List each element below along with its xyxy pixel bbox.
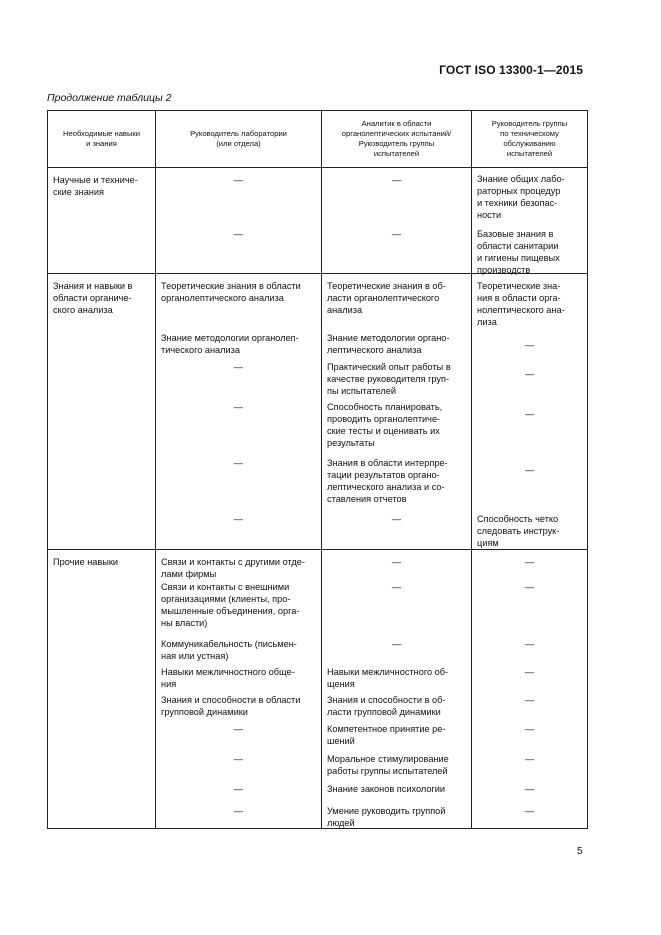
cell-lab-head: Знание методологии органолеп- тического анализа (161, 333, 299, 356)
table-caption: Продолжение таблицы 2 (47, 92, 172, 104)
cell-lab-head: — (233, 402, 244, 412)
cell-maintenance-head: — (524, 557, 535, 567)
cell-lab-head: — (233, 362, 244, 372)
cell-analyst: — (391, 175, 402, 185)
cell-lab-head: — (233, 458, 244, 468)
cell-maintenance-head: — (524, 465, 535, 475)
category-label: Прочие навыки (53, 557, 119, 567)
cell-lab-head: Связи и контакты с внешними организациями (клиенты, про- мышленные объединения, орга- ны власти) (161, 582, 300, 629)
cell-lab-head: — (233, 724, 244, 734)
cell-maintenance-head: — (524, 582, 535, 592)
cell-lab-head: Теоретические знания в области органолептического анализа (161, 281, 301, 304)
table-row-group (48, 274, 588, 550)
cell-maintenance-head: Способность четко следовать инструк- циям (477, 514, 560, 549)
cell-maintenance-head: — (524, 724, 535, 734)
column-header-skills: Необходимые навыки и знания (48, 111, 156, 168)
cell-analyst: — (391, 639, 402, 649)
cell-maintenance-head: — (524, 340, 535, 350)
cell-maintenance-head: Базовые знания в области санитарии и гигиены пищевых производств (477, 229, 560, 276)
page-number: 5 (577, 846, 583, 857)
cell-maintenance-head: — (524, 695, 535, 705)
cell-analyst: Навыки межличностного об- щения (327, 667, 449, 690)
skills-table (47, 110, 588, 829)
cell-lab-head: Навыки межличностного обще- ния (161, 667, 295, 690)
table-row-group (48, 550, 588, 829)
column-header-lab-head: Руководитель лаборатории (или отдела) (156, 111, 322, 168)
cell-lab-head: — (233, 229, 244, 239)
cell-analyst: Знания в области интерпре- тации результатов органо- лептического анализа и со- ставления отчетов (327, 458, 448, 505)
cell-maintenance-head: — (524, 667, 535, 677)
cell-maintenance-head: — (524, 784, 535, 794)
cell-maintenance-head: — (524, 369, 535, 379)
cell-lab-head: — (233, 754, 244, 764)
cell-analyst: Компетентное принятие ре- шений (327, 724, 446, 747)
cell-lab-head: — (233, 175, 244, 185)
cell-analyst: — (391, 582, 402, 592)
standard-code: ГОСТ ISO 13300-1—2015 (439, 63, 583, 77)
table-row-group (48, 168, 588, 274)
column-header-maintenance-head: Руководитель группы по техническому обслуживанию испытателей (472, 111, 588, 168)
column-header-analyst: Аналитик в области органолептических испытаний/ Руководитель группы испытателей (322, 111, 472, 168)
cell-analyst: Практический опыт работы в качестве руководителя груп- пы испытателей (327, 362, 451, 397)
category-label: Научные и техниче- ские знания (53, 175, 138, 198)
cell-analyst: Знание методологии органо- лептического анализа (327, 333, 450, 356)
cell-analyst: Теоретические знания в об- ласти органолептического анализа (327, 281, 446, 316)
cell-analyst: Знания и способности в об- ласти групповой динамики (327, 695, 446, 718)
cell-maintenance-head: Знание общих лабо- раторных процедур и техники безопас- ности (477, 174, 565, 221)
cell-lab-head: — (233, 806, 244, 816)
cell-maintenance-head: — (524, 754, 535, 764)
cell-lab-head: Коммуникабельность (письмен- ная или устная) (161, 639, 297, 662)
cell-lab-head: — (233, 784, 244, 794)
cell-maintenance-head: — (524, 639, 535, 649)
cell-analyst: Способность планировать, проводить органолептиче- ские тесты и оценивать их результаты (327, 402, 443, 449)
cell-analyst: Моральное стимулирование работы группы испытателей (327, 754, 449, 777)
cell-analyst: — (391, 229, 402, 239)
cell-maintenance-head: Теоретические зна- ния в области орга- нолептического ана- лиза (477, 281, 565, 328)
cell-analyst: — (391, 557, 402, 567)
cell-analyst: Знание законов психологии (327, 784, 446, 794)
cell-analyst: Умение руководить группой людей (327, 806, 446, 829)
cell-lab-head: Связи и контакты с другими отде- лами фирмы (161, 557, 305, 580)
cell-lab-head: Знания и способности в области групповой динамики (161, 695, 301, 718)
category-label: Знания и навыки в области органиче- ского анализа (53, 281, 133, 316)
cell-maintenance-head: — (524, 409, 535, 419)
cell-maintenance-head: — (524, 806, 535, 816)
cell-analyst: — (391, 514, 402, 524)
cell-lab-head: — (233, 514, 244, 524)
